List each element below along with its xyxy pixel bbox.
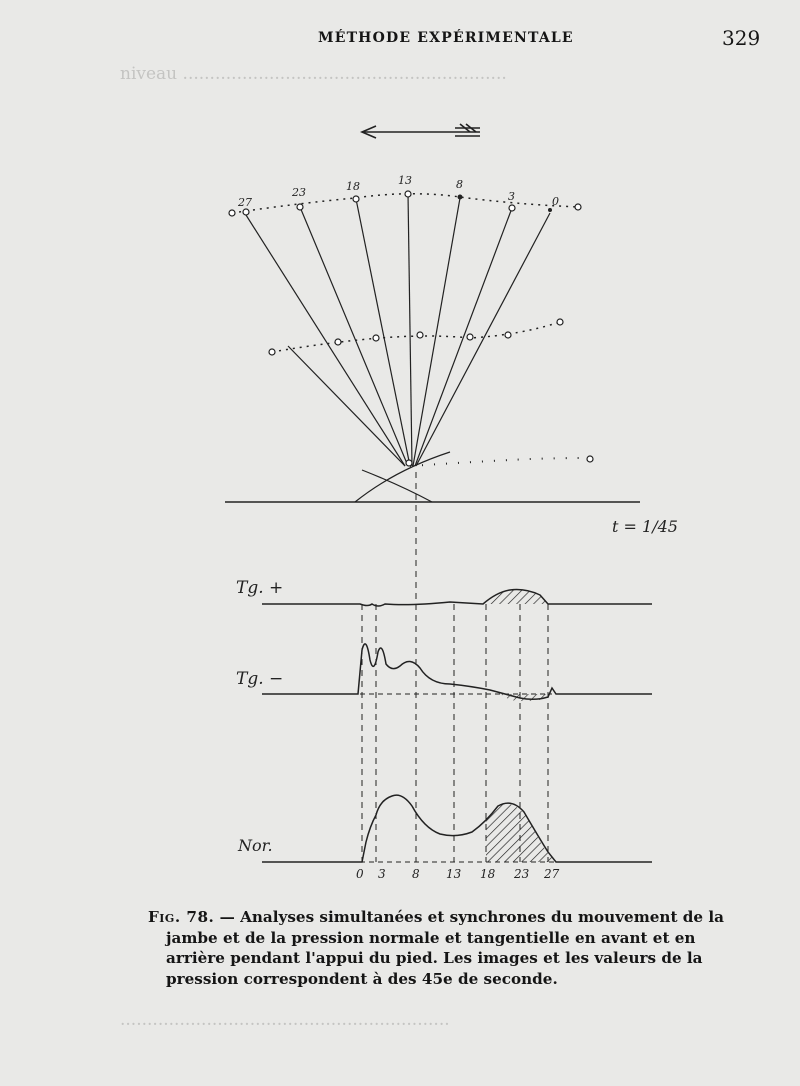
leg-positions <box>246 193 550 466</box>
time-tick: 27 <box>544 867 560 881</box>
tg-minus-trace <box>262 644 652 699</box>
trace-label-tangential-plus: Tg. + <box>236 578 284 598</box>
stick-label: 13 <box>398 174 412 187</box>
stick-label: 27 <box>238 196 252 209</box>
tg-plus-trace <box>262 590 652 606</box>
ankle-trajectory-dotted <box>410 458 590 466</box>
ankle-marker <box>587 456 593 462</box>
normal-trace <box>262 795 652 862</box>
caption-line: pression correspondent à des 45e de seconde. <box>166 969 558 988</box>
stick-label: 0 <box>552 195 559 208</box>
page-number: 329 <box>722 26 761 50</box>
time-tick: 18 <box>480 867 496 881</box>
stick-labels <box>237 174 559 209</box>
time-tick: 0 <box>356 867 364 881</box>
knee-marker <box>458 195 463 200</box>
stick-label: 18 <box>346 180 360 193</box>
stick-label: 23 <box>292 186 306 199</box>
time-axis-ticks <box>356 867 560 881</box>
time-tick: 8 <box>412 867 420 881</box>
running-title: MÉTHODE EXPÉRIMENTALE <box>318 30 574 46</box>
time-tick: 3 <box>378 867 386 881</box>
shin-markers <box>269 319 563 355</box>
time-tick: 13 <box>446 867 462 881</box>
knee-trajectory-dotted <box>232 194 578 213</box>
shin-trajectory-dotted <box>272 322 560 352</box>
caption-line: jambe et de la pression normale et tangentielle en avant et en <box>166 928 696 947</box>
show-through-text: ............................................................. <box>120 1010 450 1030</box>
foot-curve <box>355 452 450 502</box>
time-unit-label: t = 1/45 <box>612 517 678 536</box>
trace-label-normal: Nor. <box>238 836 273 855</box>
caption-line: — Analyses simultanées et synchrones du mouvement de la <box>219 908 724 926</box>
figure-caption <box>148 907 728 989</box>
stick-label: 3 <box>508 190 515 203</box>
trace-label-tangential-minus: Tg. − <box>236 669 284 689</box>
stick-label: 8 <box>456 178 463 191</box>
ankle-marker <box>406 460 412 466</box>
knee-markers <box>229 191 581 216</box>
figure-label: Fig. 78. <box>148 908 215 926</box>
show-through-text: niveau ............................................................ <box>120 64 507 84</box>
normal-hatched-area <box>486 804 556 862</box>
time-tick: 23 <box>514 867 530 881</box>
knee-marker <box>548 208 552 212</box>
caption-line: arrière pendant l'appui du pied. Les images et les valeurs de la <box>166 949 703 967</box>
direction-arrow-icon <box>362 124 480 138</box>
